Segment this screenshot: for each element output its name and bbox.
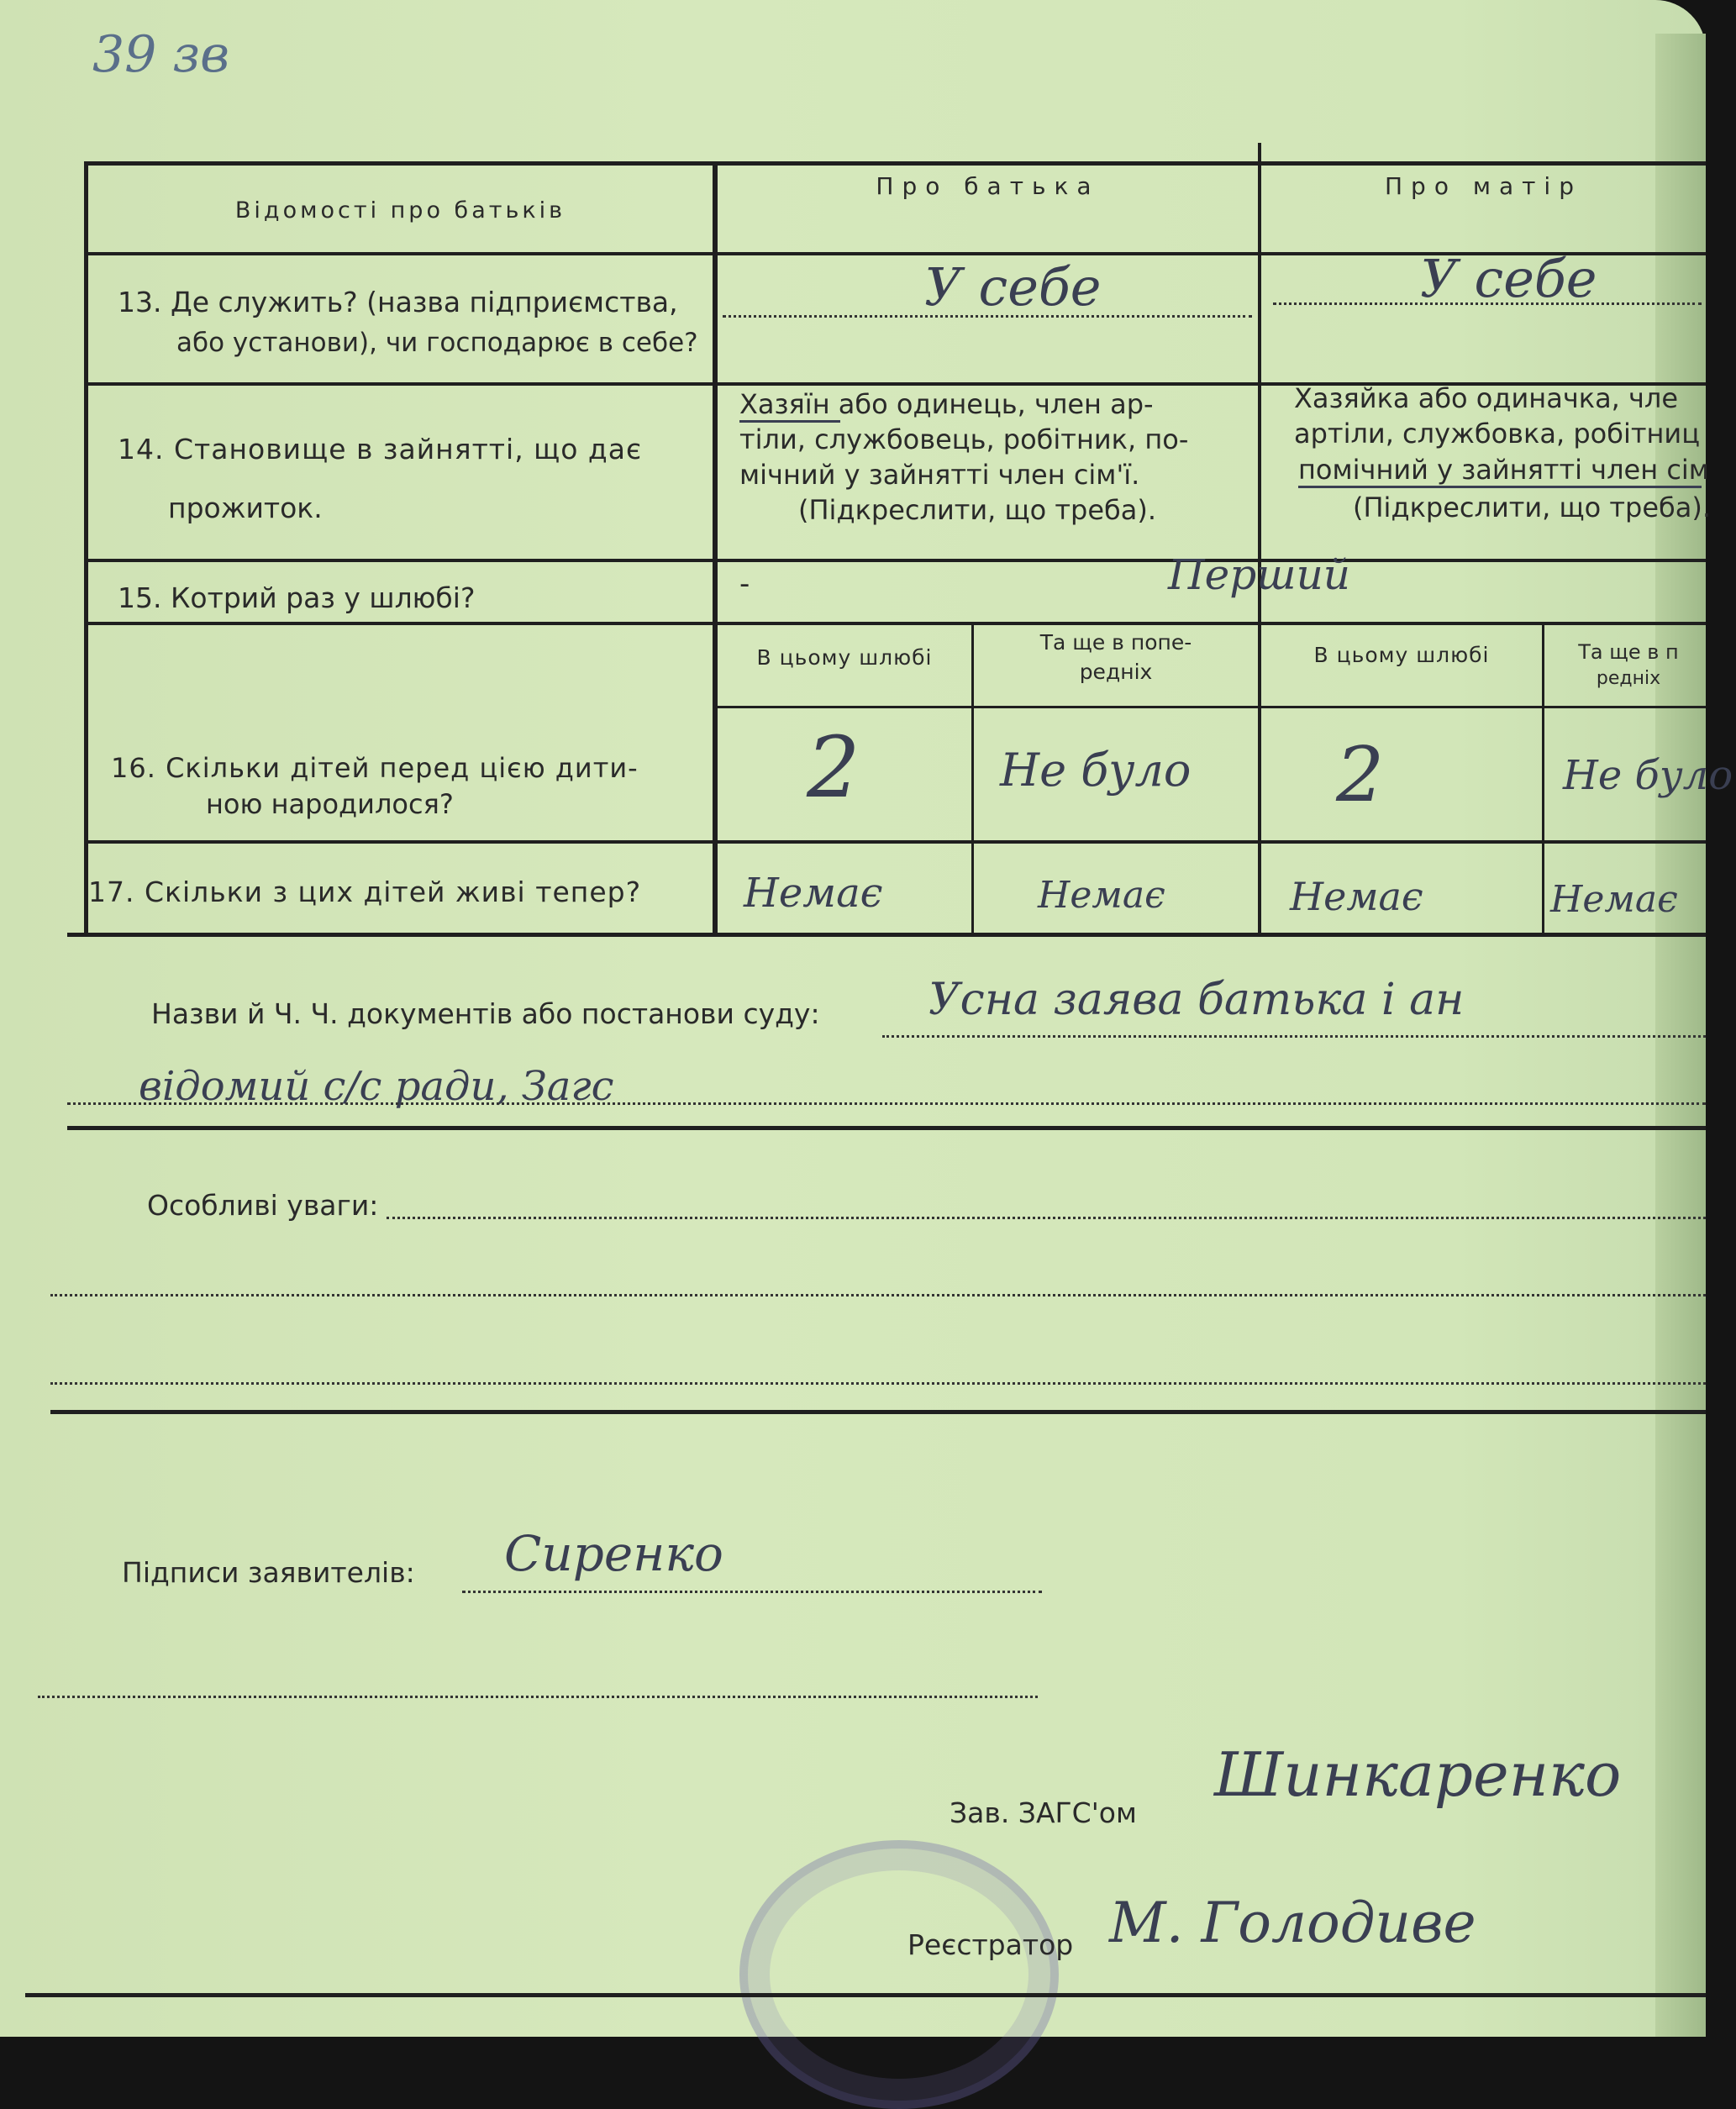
registrar-signature: М. Голодиве bbox=[1109, 1891, 1476, 1955]
q16-sub-prev-mother-line2: редніх bbox=[1596, 668, 1661, 689]
q16-sub-this-father: В цьому шлюбі bbox=[756, 645, 933, 670]
table-top-border bbox=[88, 161, 1706, 166]
table-bottom-border bbox=[67, 933, 1706, 937]
q15-dash: - bbox=[739, 567, 750, 601]
q14-father-line2: тіли, службовець, робітник, по- bbox=[739, 423, 1189, 455]
page-number: 39 зв bbox=[92, 25, 230, 84]
q16-label-line2: ною народилося? bbox=[206, 788, 454, 820]
q16-mother-this: 2 bbox=[1336, 731, 1385, 819]
q16-mother-prev: Не було bbox=[1563, 752, 1733, 799]
q14-mother-line4: (Підкреслити, що треба). bbox=[1353, 492, 1712, 523]
q13-mother-dotline bbox=[1273, 302, 1702, 305]
docs-rule bbox=[67, 1126, 1706, 1130]
docs-value-line2: відомий с/с ради, Загс bbox=[139, 1063, 614, 1110]
q16-sub-prev-father-line2: редніх bbox=[1079, 660, 1153, 684]
q17-answer-3: Немає bbox=[1290, 874, 1423, 919]
header-col-father: Про батька bbox=[876, 172, 1100, 200]
q14-mother-line3: помічний у зайнятті член сім bbox=[1298, 454, 1709, 486]
notes-rule bbox=[50, 1410, 1706, 1414]
applicants-dotline-1 bbox=[462, 1591, 1042, 1593]
docs-dotline-1 bbox=[882, 1035, 1706, 1038]
q17-answer-1: Немає bbox=[744, 870, 883, 917]
docs-label: Назви й Ч. Ч. документів або постанови суду: bbox=[151, 997, 820, 1030]
applicants-label: Підписи заявителів: bbox=[122, 1556, 415, 1589]
bottom-rule bbox=[25, 1993, 1706, 1997]
notes-dotline-1 bbox=[387, 1217, 1706, 1219]
q15-answer: Перший bbox=[1168, 550, 1350, 599]
q14-mother-line1: Хазяйка або одиначка, чле bbox=[1294, 382, 1679, 414]
docs-value-line1: Усна заява батька і ан bbox=[928, 975, 1465, 1025]
header-col-info: Відомості про батьків bbox=[234, 197, 566, 224]
q16-father-prev: Не було bbox=[1000, 744, 1192, 797]
row-line-16-sub bbox=[713, 706, 1706, 708]
q16-father-this: 2 bbox=[807, 718, 860, 817]
notes-label: Особливі уваги: bbox=[147, 1189, 379, 1222]
official-stamp bbox=[739, 1840, 1059, 2109]
q13-father-dotline bbox=[723, 315, 1252, 318]
q14-mother-line2: артіли, службовка, робітниц bbox=[1294, 418, 1700, 450]
docs-dotline-2 bbox=[67, 1102, 1706, 1105]
q16-sub-this-mother: В цьому шлюбі bbox=[1313, 643, 1490, 667]
q14-father-line1: Хазяїн або одинець, член ар- bbox=[739, 388, 1154, 420]
head-signature: Шинкаренко bbox=[1214, 1739, 1622, 1810]
q14-father-line4: (Підкреслити, що треба). bbox=[798, 494, 1157, 526]
col-divider-2 bbox=[1258, 143, 1261, 936]
q13-label-line1: 13. Де служить? (назва підприємства, bbox=[118, 286, 678, 318]
q14-father-line3: мічний у зайнятті член сім'ї. bbox=[739, 459, 1140, 491]
row-line-15 bbox=[88, 622, 1706, 625]
applicants-signature: Сиренко bbox=[504, 1525, 723, 1582]
q17-label: 17. Скільки з цих дітей живі тепер? bbox=[88, 876, 642, 908]
header-col-mother: Про матір bbox=[1384, 172, 1582, 200]
q13-label-line2: або установи), чи господарює в себе? bbox=[176, 328, 698, 358]
q16-sub-prev-mother-line1: Та ще в п bbox=[1578, 640, 1679, 664]
table-left-border bbox=[84, 161, 88, 936]
row-line-14 bbox=[88, 559, 1706, 562]
q14-mother-underline bbox=[1298, 486, 1702, 488]
q16-label-line1: 16. Скільки дітей перед цією дити- bbox=[111, 752, 639, 784]
applicants-dotline-2 bbox=[38, 1696, 1038, 1698]
registrar-label: Реєстратор bbox=[907, 1928, 1074, 1961]
notes-dotline-3 bbox=[50, 1382, 1706, 1385]
q14-father-underline bbox=[739, 420, 840, 423]
q14-label-line2: прожиток. bbox=[168, 492, 323, 524]
q17-answer-4: Немає bbox=[1550, 878, 1678, 921]
q15-label: 15. Котрий раз у шлюбі? bbox=[118, 581, 476, 614]
q16-sub-prev-father-line1: Та ще в попе- bbox=[1039, 630, 1192, 655]
q17-answer-2: Немає bbox=[1038, 874, 1165, 917]
q13-father-answer: У себе bbox=[924, 256, 1102, 318]
q14-label-line1: 14. Становище в зайнятті, що дає bbox=[118, 433, 643, 465]
notes-dotline-2 bbox=[50, 1294, 1706, 1296]
row-line-16 bbox=[88, 840, 1706, 844]
head-label: Зав. ЗАГС'ом bbox=[950, 1796, 1137, 1829]
q13-mother-answer: У себе bbox=[1420, 248, 1597, 309]
col-divider-1 bbox=[713, 161, 718, 936]
